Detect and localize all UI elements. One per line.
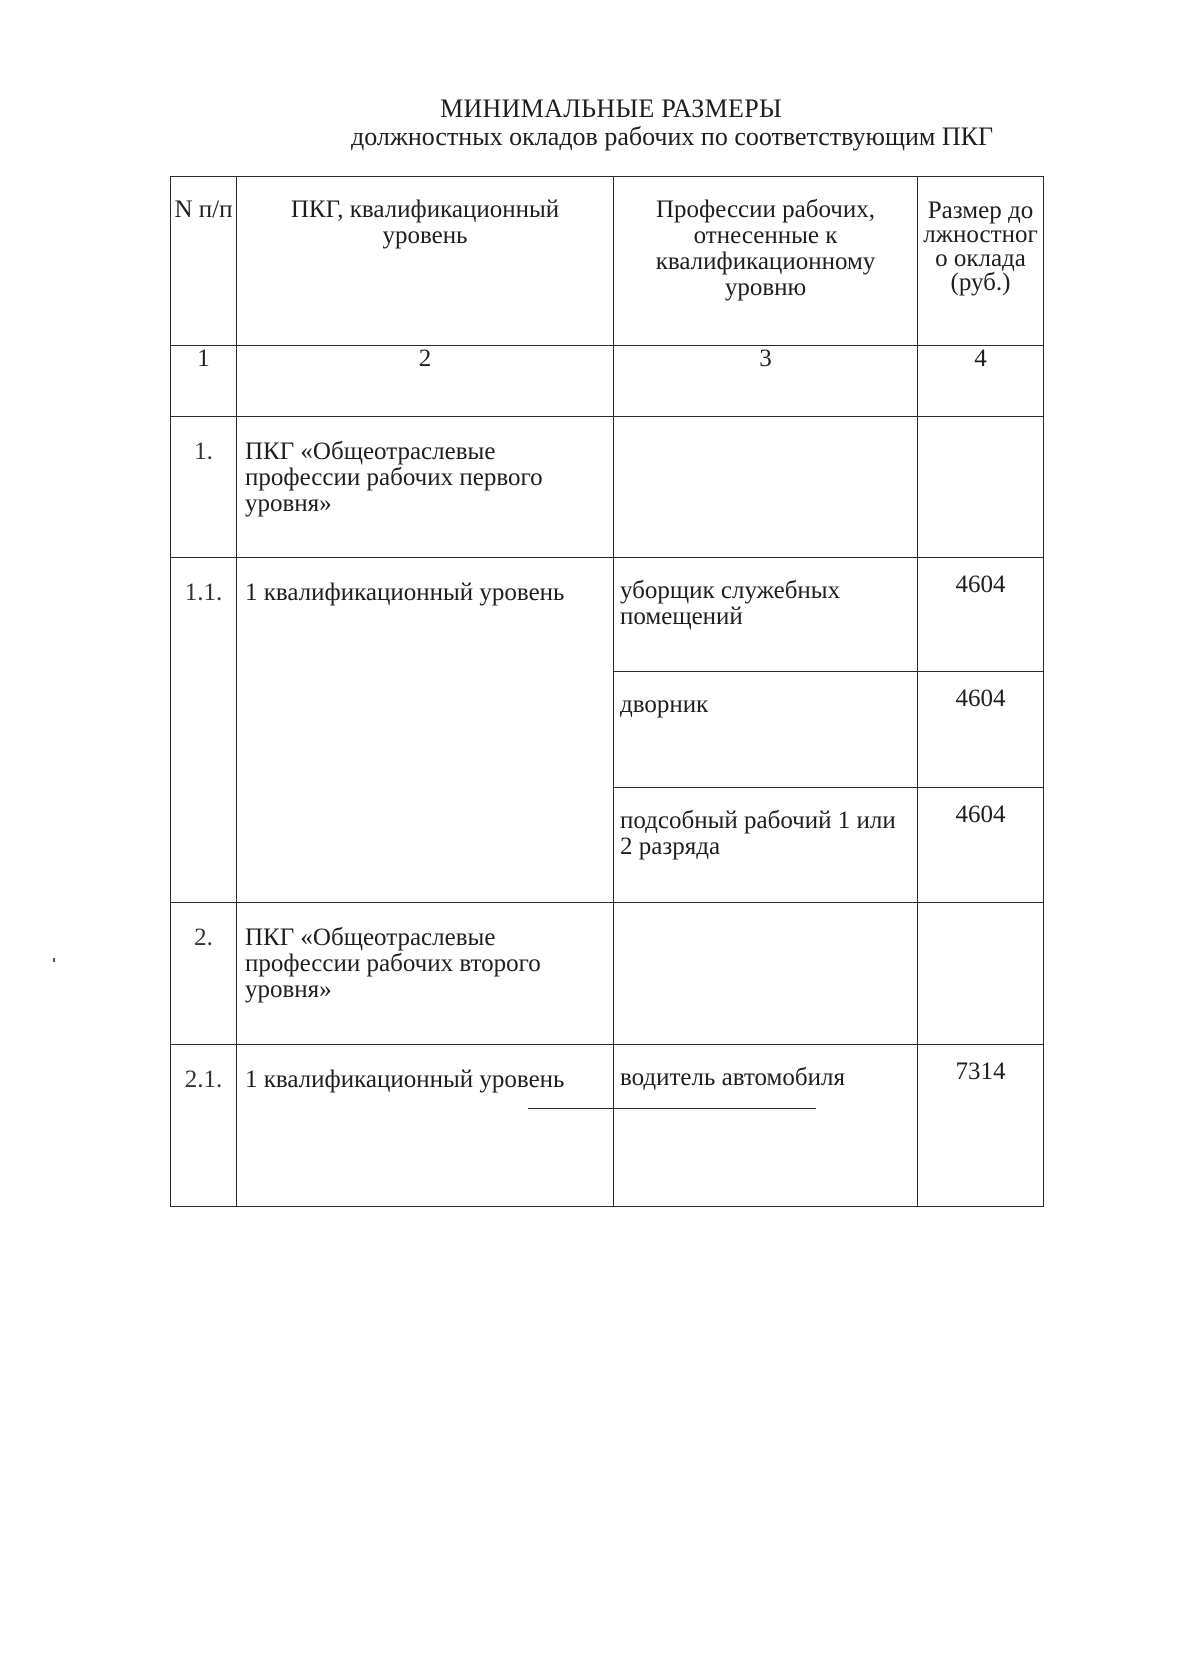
column-number: 3	[614, 346, 918, 417]
table-row	[171, 1045, 1044, 1207]
salary-cell: 4604	[918, 672, 1044, 788]
row-number: 2.1.	[171, 1045, 237, 1207]
column-number: 2	[237, 346, 614, 417]
qualification-level: 1 квалификационный уровень	[237, 1045, 614, 1207]
scan-speck	[53, 958, 55, 962]
column-number-row	[171, 346, 1044, 417]
profession-cell: уборщик служебных помещений	[614, 558, 918, 672]
qualification-level: 1 квалификационный уровень	[237, 558, 614, 903]
header-cell-pkg: ПКГ, квалификационный уровень	[237, 177, 614, 346]
salary-cell: 4604	[918, 788, 1044, 903]
title-main: МИНИМАЛЬНЫЕ РАЗМЕРЫ	[440, 94, 782, 123]
salary-table	[170, 176, 1044, 1207]
salary-cell: 7314	[918, 1045, 1044, 1207]
empty-cell	[614, 903, 918, 1045]
row-number: 1.1.	[171, 558, 237, 903]
profession-cell: водитель автомобиля	[614, 1045, 918, 1207]
closing-rule	[528, 1108, 816, 1109]
document-title	[160, 95, 1040, 151]
column-number: 1	[171, 346, 237, 417]
empty-cell	[614, 417, 918, 558]
empty-cell	[918, 903, 1044, 1045]
profession-cell: дворник	[614, 672, 918, 788]
table-header-row	[171, 177, 1044, 346]
title-subtitle: должностных окладов рабочих по соответствующим ПКГ	[351, 122, 993, 151]
empty-cell	[918, 417, 1044, 558]
row-number: 2.	[171, 903, 237, 1045]
table-row-group	[171, 417, 1044, 558]
profession-cell: подсобный рабочий 1 или 2 разряда	[614, 788, 918, 903]
salary-cell: 4604	[918, 558, 1044, 672]
table-row	[171, 558, 1044, 672]
row-number: 1.	[171, 417, 237, 558]
header-cell-salary: Размер должностного оклада (руб.)	[918, 177, 1044, 346]
pkg-name: ПКГ «Общеотраслевые профессии рабочих второго уровня»	[237, 903, 614, 1045]
column-number: 4	[918, 346, 1044, 417]
pkg-name: ПКГ «Общеотраслевые профессии рабочих первого уровня»	[237, 417, 614, 558]
header-cell-professions: Профессии рабочих, отнесенные к квалификационному уровню	[614, 177, 918, 346]
table-row-group	[171, 903, 1044, 1045]
header-cell-number: N п/п	[171, 177, 237, 346]
